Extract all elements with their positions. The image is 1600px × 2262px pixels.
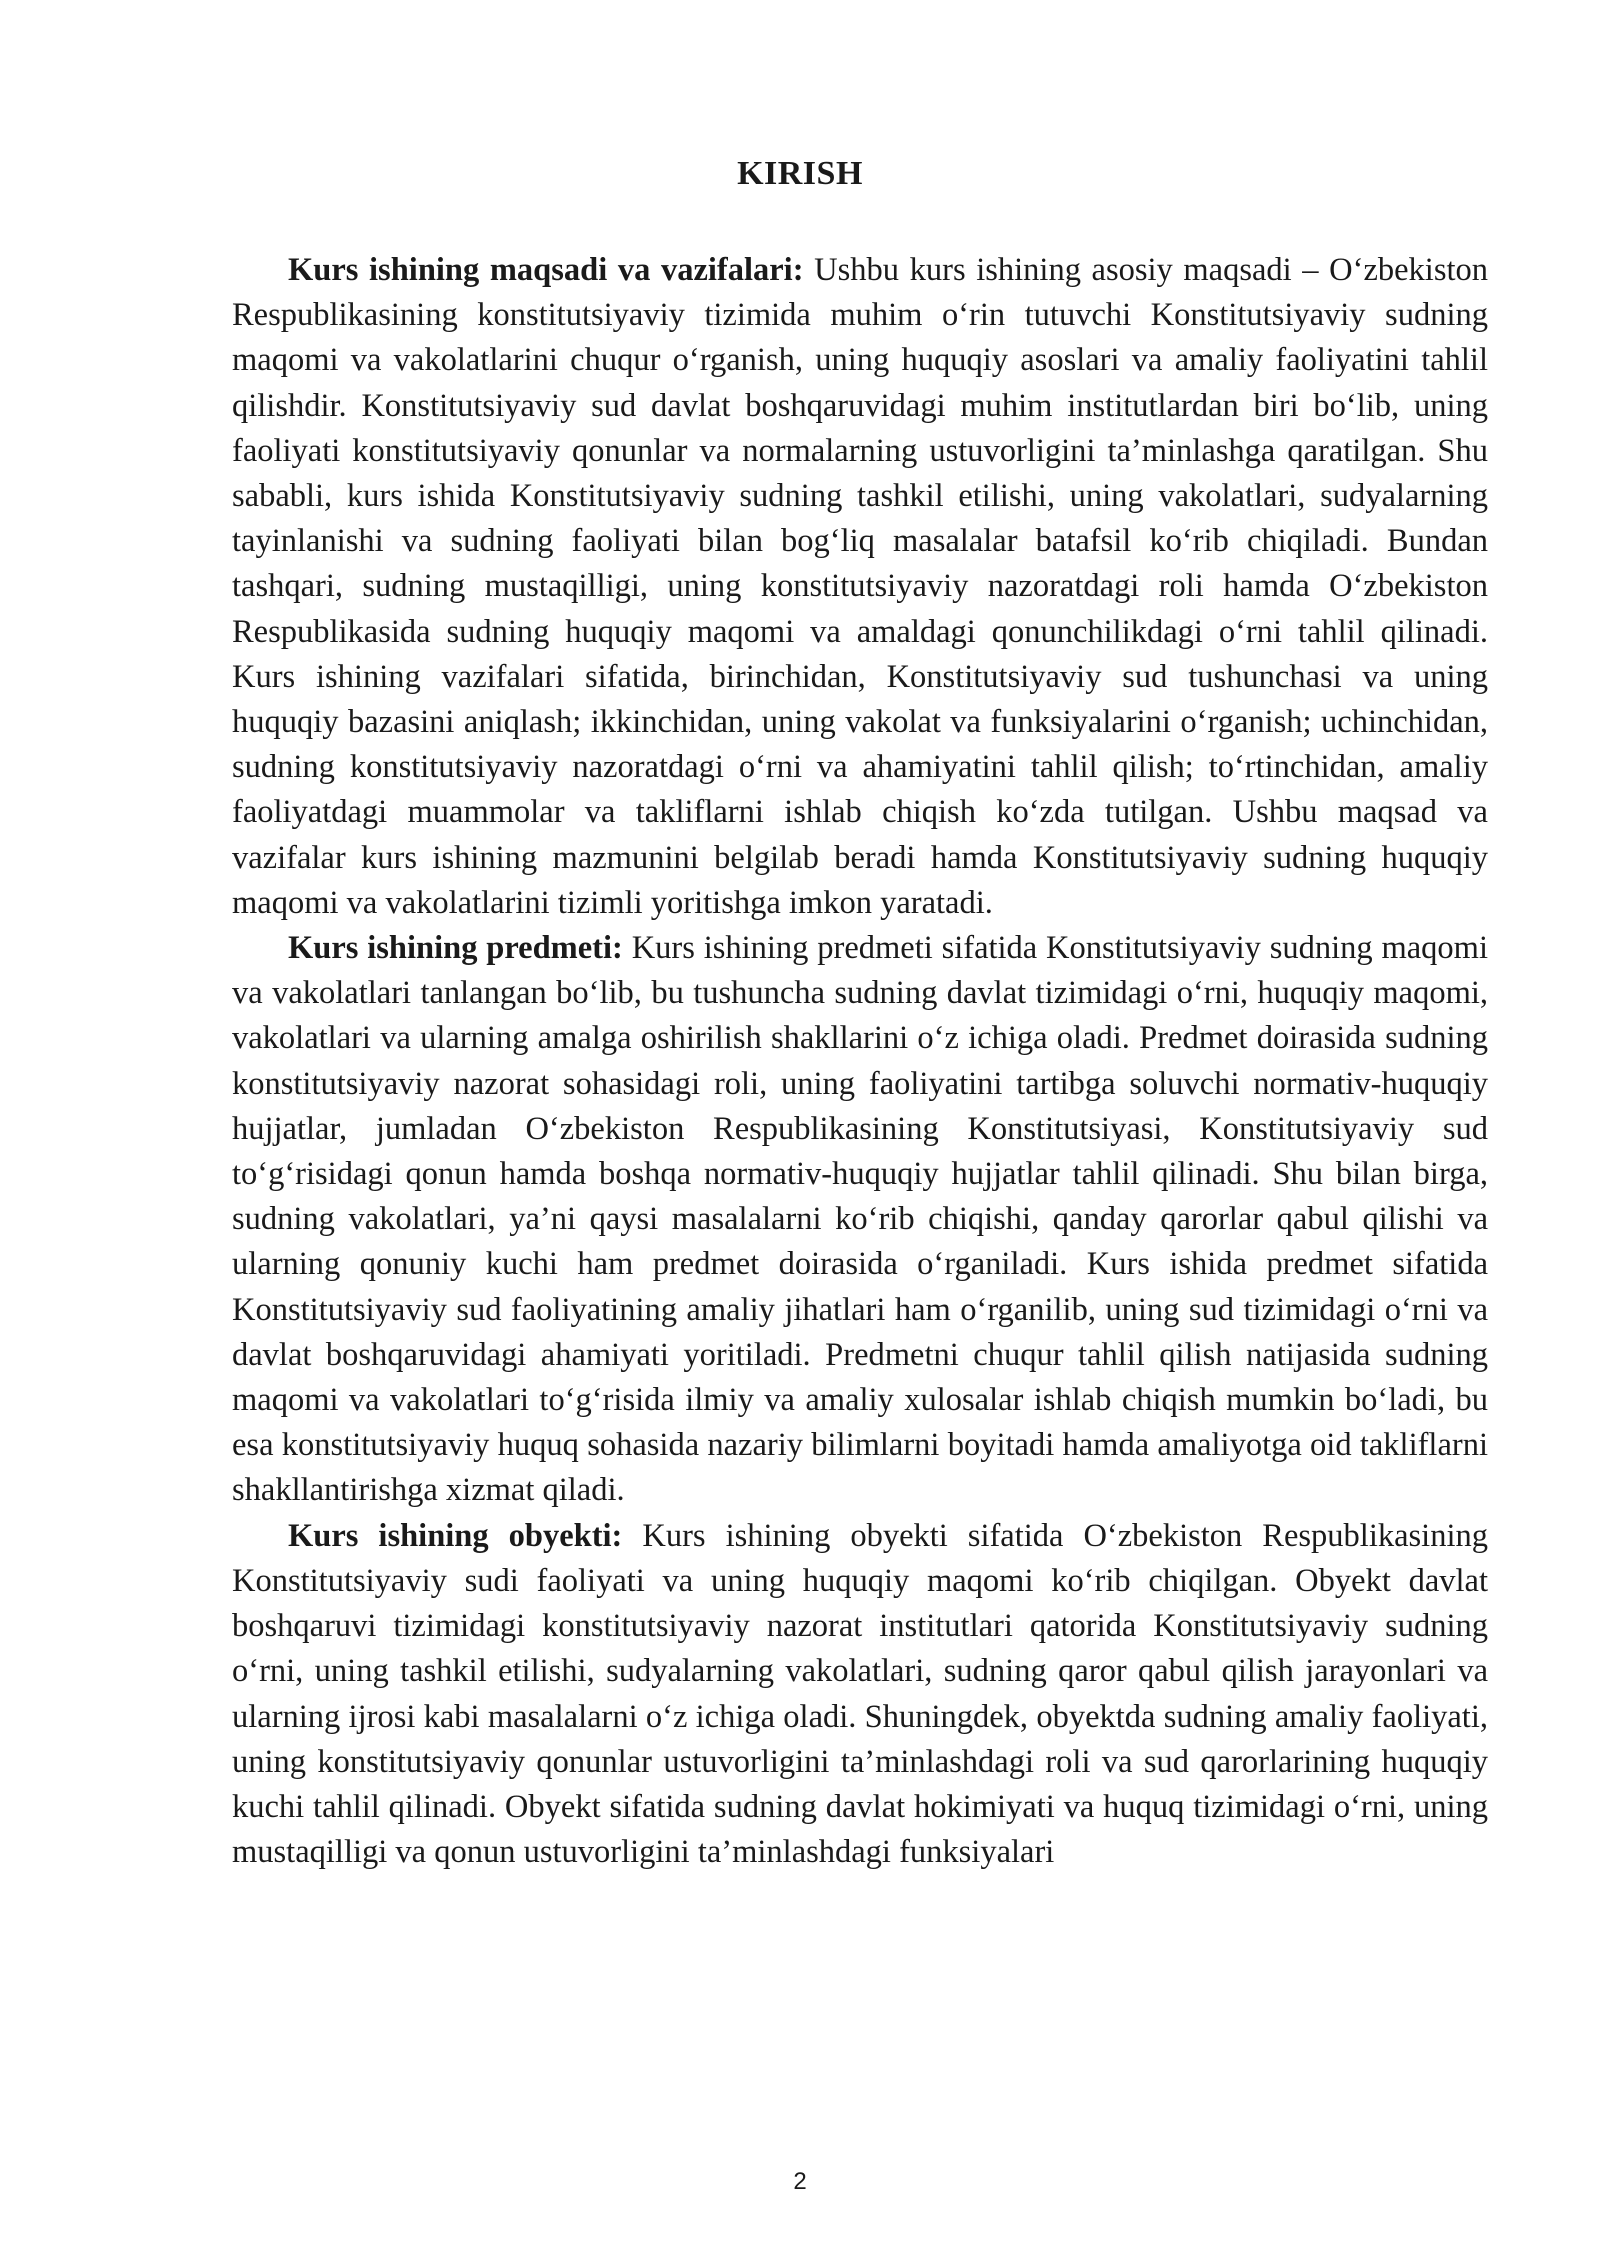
paragraph-text: Kurs ishining obyekti sifatida O‘zbekiston Respublikasining Konstitutsiyaviy sudi faoliyati va uning huquqiy maqomi ko‘rib chiqilgan. Obyekt davlat boshqaruvi tizimidagi konstitutsiyaviy nazorat institutlari qatorida Konstitutsiyaviy sudning o‘rni, uning tashkil etilishi, sudyalarning vakolatlari, sudning qaror qabul qilish jarayonlari va ularning ijrosi kabi masalalarni o‘z ichiga oladi. Shuningdek, obyektda sudning amaliy faoliyati, uning konstitutsiyaviy qonunlar ustuvorligini ta’minlashdagi roli va sud qarorlarining huquqiy kuchi tahlil qilinadi. Obyekt sifatida sudning davlat hokimiyati va huquq tizimidagi o‘rni, uning mustaqilligi va qonun ustuvorligini ta’minlashdagi funksiyalari [232, 1517, 1488, 1871]
paragraph-subject [232, 926, 1488, 1514]
paragraph-purpose-and-tasks [232, 248, 1488, 926]
paragraph-label: Kurs ishining obyekti: [288, 1517, 623, 1554]
paragraph-text: Kurs ishining predmeti sifatida Konstitutsiyaviy sudning maqomi va vakolatlari tanlangan bo‘lib, bu tushuncha sudning davlat tizimidagi o‘rni, huquqiy maqomi, vakolatlari va ularning amalga oshirilish shakllarini o‘z ichiga oladi. Predmet doirasida sudning konstitutsiyaviy nazorat sohasidagi roli, uning faoliyatini tartibga soluvchi normativ-huquqiy hujjatlar, jumladan O‘zbekiston Respublikasining Konstitutsiyasi, Konstitutsiyaviy sud to‘g‘risidagi qonun hamda boshqa normativ-huquqiy hujjatlar tahlil qilinadi. Shu bilan birga, sudning vakolatlari, ya’ni qaysi masalalarni ko‘rib chiqishi, qanday qarorlar qabul qilishi va ularning qonuniy kuchi ham predmet doirasida o‘rganiladi. Kurs ishida predmet sifatida Konstitutsiyaviy sud faoliyatining amaliy jihatlari ham o‘rganilib, uning sud tizimidagi o‘rni va davlat boshqaruvidagi ahamiyati yoritiladi. Predmetni chuqur tahlil qilish natijasida sudning maqomi va vakolatlari to‘g‘risida ilmiy va amaliy xulosalar ishlab chiqish mumkin bo‘ladi, bu esa konstitutsiyaviy huquq sohasida nazariy bilimlarni boyitadi hamda amaliyotga oid takliflarni shakllantirishga xizmat qiladi. [232, 930, 1488, 1509]
page-heading: KIRISH [737, 155, 863, 192]
paragraph-label: Kurs ishining predmeti: [288, 930, 623, 967]
paragraph-object [232, 1514, 1488, 1876]
paragraph-text: Ushbu kurs ishining asosiy maqsadi – O‘zbekiston Respublikasining konstitutsiyaviy tizimida muhim o‘rin tutuvchi Konstitutsiyaviy sudning maqomi va vakolatlarini chuqur o‘rganish, uning huquqiy asoslari va amaliy faoliyatini tahlil qilishdir. Konstitutsiyaviy sud davlat boshqaruvidagi muhim institutlardan biri bo‘lib, uning faoliyati konstitutsiyaviy qonunlar va normalarning ustuvorligini ta’minlashga qaratilgan. Shu sababli, kurs ishida Konstitutsiyaviy sudning tashkil etilishi, uning vakolatlari, sudyalarning tayinlanishi va sudning faoliyati bilan bog‘liq masalalar batafsil ko‘rib chiqiladi. Bundan tashqari, sudning mustaqilligi, uning konstitutsiyaviy nazoratdagi roli hamda O‘zbekiston Respublikasida sudning huquqiy maqomi va amaldagi qonunchilikdagi o‘rni tahlil qilinadi. Kurs ishining vazifalari sifatida, birinchidan, Konstitutsiyaviy sud tushunchasi va uning huquqiy bazasini aniqlash; ikkinchidan, uning vakolat va funksiyalarini o‘rganish; uchinchidan, sudning konstitutsiyaviy nazoratdagi o‘rni va ahamiyatini tahlil qilish; to‘rtinchidan, amaliy faoliyatdagi muammolar va takliflarni ishlab chiqish ko‘zda tutilgan. Ushbu maqsad va vazifalar kurs ishining mazmunini belgilab beradi hamda Konstitutsiyaviy sudning huquqiy maqomi va vakolatlarini tizimli yoritishga imkon yaratadi. [232, 252, 1489, 921]
page-number: 2 [793, 2168, 807, 2195]
document-body [232, 248, 1488, 1875]
paragraph-label: Kurs ishining maqsadi va vazifalari: [288, 252, 804, 288]
